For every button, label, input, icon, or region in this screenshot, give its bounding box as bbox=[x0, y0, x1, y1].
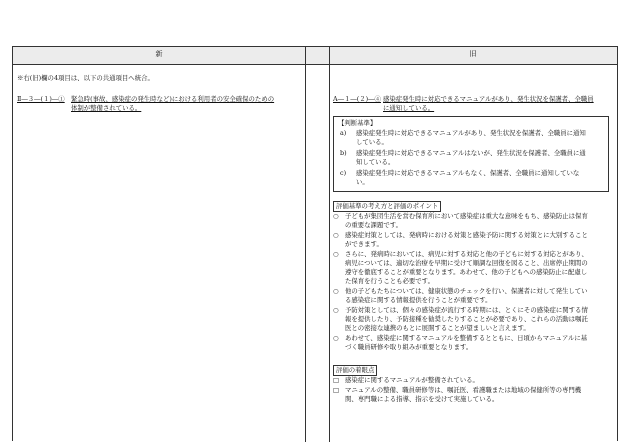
comparison-table bbox=[12, 46, 618, 441]
point-line: 他の子どもたちについては、健康状態のチェックを行い、保護者に対して発生してい bbox=[345, 287, 588, 295]
point-line: さらに、発病時においては、病児に対する対応と他の子どもに対する対応とがあり、 bbox=[345, 250, 588, 258]
old-item-code: A―１―(２)―④ bbox=[333, 95, 381, 103]
viewpoint-line: 感染症に関するマニュアルが整備されている。 bbox=[345, 376, 479, 384]
point-line: の重要な課題です。 bbox=[345, 221, 403, 229]
point-line: あわせて、感染症に関するマニュアルを整備するとともに、日頃からマニュアルに基 bbox=[345, 334, 588, 342]
point-mark: ○ bbox=[333, 287, 339, 295]
criteria-line: い。 bbox=[356, 178, 369, 186]
old-item-text-line1: 感染症発生時に対応できるマニュアルがあり、発生状況を保護者、全職員 bbox=[383, 95, 594, 103]
table-header-row bbox=[13, 47, 617, 65]
new-item-code: Ⅱ―３―(１)―① bbox=[17, 95, 65, 103]
criteria-box bbox=[333, 116, 609, 192]
point-line: 子どもが集団生活を営む保育所において感染症は重大な意味をもち、感染防止は保育 bbox=[345, 212, 588, 220]
criteria-line: している。 bbox=[356, 138, 388, 146]
point-line: づく職員研修や取り組みが重要となります。 bbox=[345, 343, 473, 351]
viewpoint-checkbox: □ bbox=[333, 376, 340, 384]
column-divider-left bbox=[305, 47, 306, 442]
header-old: 旧 bbox=[469, 50, 477, 58]
old-item-text-line2: に通知している。 bbox=[383, 104, 435, 112]
point-line: ができます。 bbox=[345, 240, 383, 248]
viewpoint-line: マニュアルの整備、職員研修等は、嘱託医、看護職または地域の保健所等の専門機 bbox=[345, 386, 582, 394]
criteria-mark: c) bbox=[340, 169, 347, 177]
viewpoint-checkbox: □ bbox=[333, 386, 340, 394]
criteria-title: 【判断基準】 bbox=[338, 119, 377, 127]
point-line: 感染症対策としては、発病時における対策と感染予防に関する対策とに大別すること bbox=[345, 231, 588, 239]
criteria-mark: a) bbox=[340, 129, 347, 137]
point-mark: ○ bbox=[333, 306, 339, 314]
point-mark: ○ bbox=[333, 231, 339, 239]
point-line: 遵守を徹底することが重要となります。あわせて、他の子どもへの感染防止に配慮し bbox=[345, 268, 588, 276]
criteria-line: 知している。 bbox=[356, 158, 395, 166]
point-line: 医との密接な連携のもとに展開することが望ましいと言えます。 bbox=[345, 324, 530, 332]
point-line: る感染症に関する情報提供を行うことが重要です。 bbox=[345, 296, 492, 304]
column-divider-right bbox=[329, 47, 330, 442]
point-line: 報を提供したり、予防接種を勧奨したりすることが必要であり、これらの活動は嘱託 bbox=[345, 315, 588, 323]
point-mark: ○ bbox=[333, 250, 339, 258]
new-item-text-line1: 緊急時(事故、感染症の発生時など)における利用者の安全確保のための bbox=[71, 95, 275, 103]
point-line: 予防対策としては、個々の感染症が流行する時期には、とくにその感染症に関する情 bbox=[345, 306, 588, 314]
viewpoints-title: 評価の着眼点 bbox=[333, 365, 377, 376]
criteria-line: 感染症発生時に対応できるマニュアルがあり、発生状況を保護者、全職員に通知 bbox=[356, 129, 586, 137]
point-mark: ○ bbox=[333, 212, 339, 220]
header-new: 新 bbox=[155, 50, 163, 58]
criteria-line: 感染症発生時に対応できるマニュアルもなく、保護者、全職員に通知していな bbox=[356, 169, 580, 177]
new-item-text-line2: 体制が整備されている。 bbox=[71, 104, 142, 112]
merge-note: ※右(旧)欄の4項目は、以下の共通項目へ統合。 bbox=[17, 74, 154, 82]
points-title: 評価基準の考え方と評価のポイント bbox=[333, 201, 441, 212]
viewpoint-line: 関、専門職による指導、指示を受けて実施している。 bbox=[345, 395, 499, 403]
criteria-line: 感染症発生時に対応できるマニュアルはないが、発生状況を保護者、全職員に通 bbox=[356, 149, 586, 157]
point-mark: ○ bbox=[333, 334, 339, 342]
point-line: 病児については、適切な治療を早期に受けて順調な回復を図ること、出席停止期間の bbox=[345, 259, 588, 267]
point-line: た保育を行うことも必要です。 bbox=[345, 277, 434, 285]
criteria-mark: b) bbox=[340, 149, 347, 157]
